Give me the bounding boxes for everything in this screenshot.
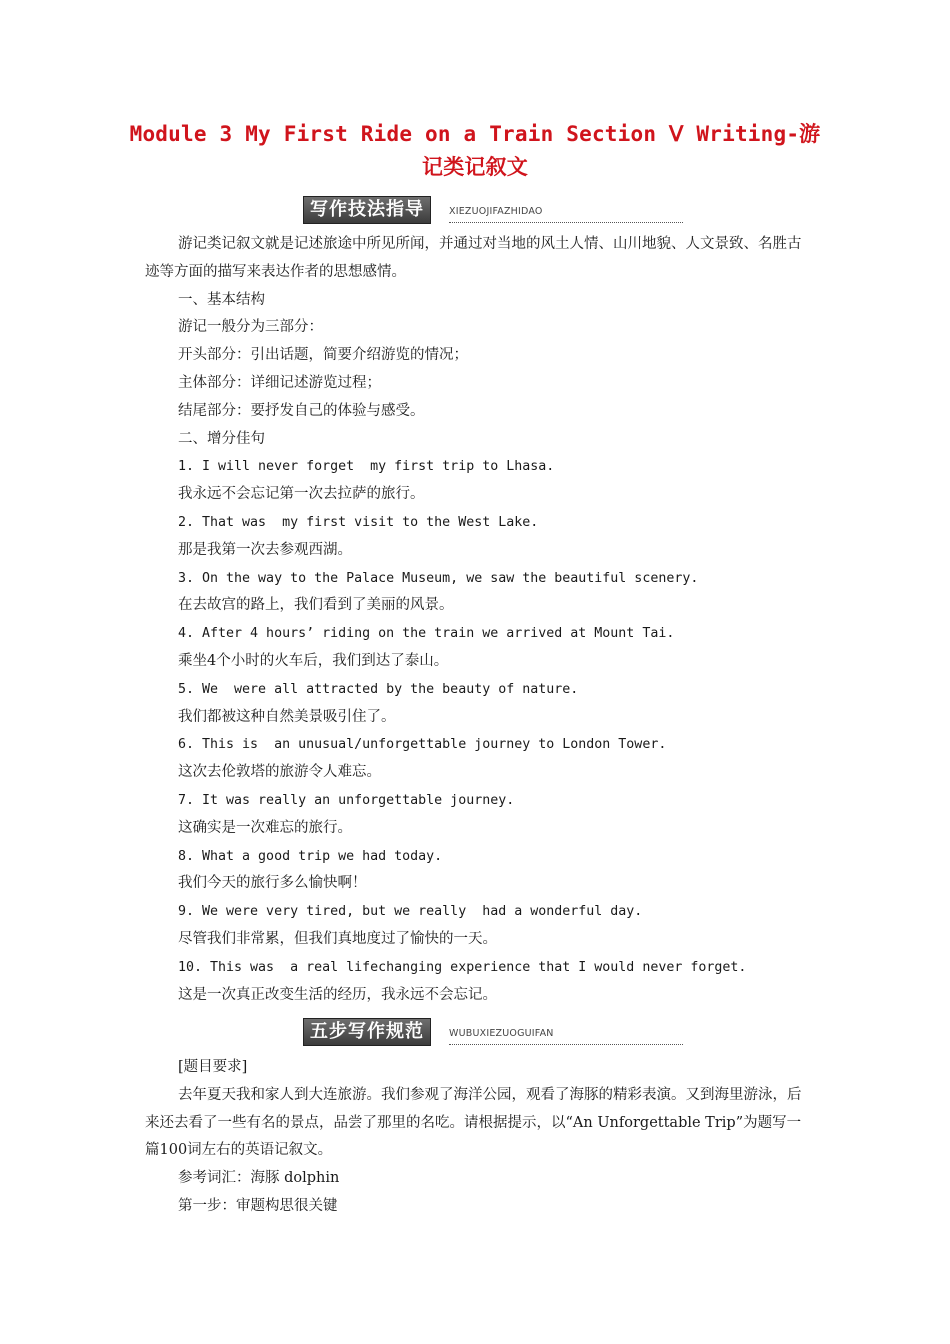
page-title: Module 3 My First Ride on a Train Section Ⅴ Writing-游记类记叙文 xyxy=(129,122,821,179)
step-one-line: 第一步：审题构思很关键 xyxy=(178,1197,338,1214)
sentence-en: 7. It was really an unforgettable journey. xyxy=(178,792,515,808)
sentence-zh: 那是我第一次去参观西湖。 xyxy=(178,541,352,558)
task-heading: [题目要求] xyxy=(178,1059,248,1075)
sentence-en: 6. This is an unusual/unforgettable journey to London Tower. xyxy=(178,737,667,753)
sentence-en: 9. We were very tired, but we really had a wonderful day. xyxy=(178,904,643,920)
section-banner-writing-tips xyxy=(303,196,683,226)
intro-paragraph: 游记类记叙文就是记述旅途中所见所闻，并通过对当地的风土人情、山川地貌、人文景致、名胜古迹等方面的描写来表达作者的思想感情。 xyxy=(145,236,802,280)
sentences-heading: 二、增分佳句 xyxy=(178,430,265,447)
sentence-en: 8. What a good trip we had today. xyxy=(178,848,443,864)
sentence-zh: 在去故宫的路上，我们看到了美丽的风景。 xyxy=(178,597,454,614)
sentence-zh: 这确实是一次难忘的旅行。 xyxy=(178,819,352,836)
sentence-zh: 尽管我们非常累，但我们真地度过了愉快的一天。 xyxy=(178,930,497,947)
sentence-zh: 这次去伦敦塔的旅游令人难忘。 xyxy=(178,764,381,781)
sentence-en: 1. I will never forget my first trip to Lhasa. xyxy=(178,459,555,475)
banner-pinyin: XIEZUOJIFAZHIDAO xyxy=(449,206,543,217)
structure-line: 开头部分：引出话题，简要介绍游览的情况； xyxy=(178,347,468,364)
banner-label: 五步写作规范 xyxy=(303,1018,431,1046)
sentence-zh: 这是一次真正改变生活的经历，我永远不会忘记。 xyxy=(178,986,497,1003)
sentence-zh: 我们都被这种自然美景吸引住了。 xyxy=(178,708,396,725)
banner-label: 写作技法指导 xyxy=(303,196,431,224)
section-banner-five-steps xyxy=(303,1018,683,1048)
sentence-en: 5. We were all attracted by the beauty of nature. xyxy=(178,681,579,697)
sentence-en: 4. After 4 hours’ riding on the train we arrived at Mount Tai. xyxy=(178,626,675,642)
sentence-zh: 我永远不会忘记第一次去拉萨的旅行。 xyxy=(178,486,425,503)
task-body xyxy=(145,1054,810,1221)
sentence-zh: 乘坐4个小时的火车后，我们到达了泰山。 xyxy=(178,652,449,669)
sentence-en: 2. That was my first visit to the West Lake. xyxy=(178,514,539,530)
structure-line: 游记一般分为三部分： xyxy=(178,319,323,336)
banner-dotted-line xyxy=(449,222,683,223)
sentence-en: 10. This was a real lifechanging experience that I would never forget. xyxy=(178,959,747,975)
structure-line: 主体部分：详细记述游览过程； xyxy=(178,374,381,391)
banner-dotted-line xyxy=(449,1044,683,1045)
structure-line: 结尾部分：要抒发自己的体验与感受。 xyxy=(178,402,425,419)
vocab-line: 参考词汇：海豚 dolphin xyxy=(178,1170,340,1187)
banner-pinyin: WUBUXIEZUOGUIFAN xyxy=(449,1028,554,1039)
structure-heading: 一、基本结构 xyxy=(178,291,265,308)
writing-tips-body xyxy=(145,231,810,1009)
task-paragraph: 去年夏天我和家人到大连旅游。我们参观了海洋公园，观看了海豚的精彩表演。又到海里游泳，后来还去看了一些有名的景点，品尝了那里的名吃。请根据提示，以“An Unforgettable Trip”为题写一篇100词左右的英语记叙文。 xyxy=(145,1086,802,1159)
sentence-zh: 我们今天的旅行多么愉快啊！ xyxy=(178,875,367,892)
sentence-en: 3. On the way to the Palace Museum, we saw the beautiful scenery. xyxy=(178,570,699,586)
